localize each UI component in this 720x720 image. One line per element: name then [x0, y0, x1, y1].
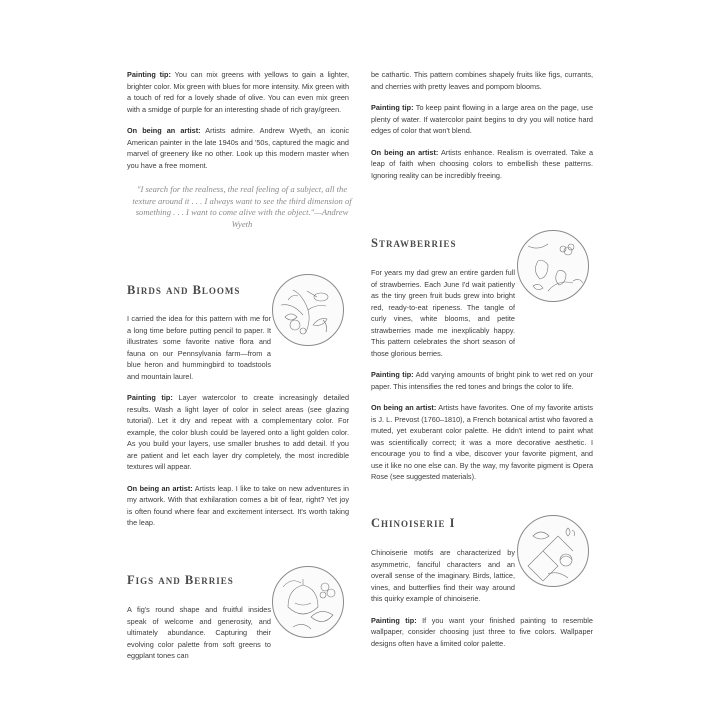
figs-painting-tip: Painting tip: To keep paint flowing in a large area on the page, use plenty of water. If watercolor paint begins to dry you will notice hard edges of color that won't blend. — [371, 103, 594, 135]
strawberries-artist-note: On being an artist: Artists have favorites. One of my favorite artists is J. L. Prevost (1760–1810), a French botanical artist who favored a muted, yet exuberant color palette. He didn't intend to paint what was scientifically correct; it was a more decorative aesthetic. I encourage you to find a vibe, discover your favorite pigment, and use it like no one else can. By the way, my favorite pigment is Opera Rose (see suggested materials). — [371, 403, 593, 481]
section-title-strawberries: Strawberries — [371, 236, 457, 250]
strawberries-painting-tip: Painting tip: Add varying amounts of bright pink to wet red on your paper. This intensifies the red tones and brings the color to life. — [371, 370, 593, 391]
strawberries-drawing — [518, 231, 588, 301]
wyeth-quote-block — [127, 184, 357, 230]
wyeth-quote: "I search for the realness, the real feeling of a subject, all the texture around it . . . I always want to see the third dimension of something . . . I want to come alive with the object."—Andrew Wyeth — [132, 184, 352, 229]
figs-continuation-section — [371, 69, 593, 181]
birds-blooms-body: I carried the idea for this pattern with me for a long time before putting pencil to paper. It illustrates some favorite native flora and fauna on our Pennsylvania farm—from a blue heron and hummingbird to toadstools and mountain laurel. — [127, 314, 271, 381]
strawberries-body: For years my dad grew an entire garden full of strawberries. Each June I'd wait patiently as the tiny green fruit buds grew into bright red, ready-to-eat ripeness. The tangle of curly vines, white blooms, and petite strawberries made me inexplicably happy. This pattern celebrates the short season of those glorious berries. — [371, 268, 515, 358]
strawberries-illustration — [517, 230, 589, 302]
figs-continued-body: be cathartic. This pattern combines shapely fruits like figs, currants, and cherries with pretty leaves and pompom blooms. — [371, 70, 593, 91]
figs-berries-illustration — [272, 566, 344, 638]
section-title-chinoiserie: Chinoiserie I — [371, 516, 456, 530]
chinoiserie-illustration — [517, 515, 589, 587]
figs-berries-body: A fig's round shape and fruitful insides speak of welcome and generosity, and ultimately abundance. Capturing their evolving color palette from soft greens to eggplant tones can — [127, 605, 271, 660]
intro-section — [127, 69, 349, 171]
artist-note-wyeth: On being an artist: Artists admire. Andrew Wyeth, an iconic American painter in the late 1940s and '50s, captured the magic and marvel of greenery like no other. Look up this modern master when you have a free moment. — [127, 126, 349, 170]
section-title-birds-blooms: Birds and Blooms — [127, 283, 241, 297]
figs-artist-note: On being an artist: Artists enhance. Realism is overrated. Take a leap of faith when choosing colors to embellish these patterns. Ignoring reality can be incredibly freeing. — [371, 147, 593, 180]
heron-hummingbird-drawing — [273, 275, 343, 345]
chinoiserie-painting-tip: Painting tip: If you want your finished painting to resemble wallpaper, consider choosing just three to five colors. Wallpaper designs often have a limited color palette. — [371, 615, 593, 648]
birds-painting-tip: Painting tip: Layer watercolor to create increasingly detailed results. Wash a light layer of color in select areas (see glazing tutorial). Let it dry and repeat with a complementary color. For example, the color blush could be layered onto a light golden color. As you build your layers, use smaller brushes to add detail. If you are patient and let each layer dry completely, the most incredible textures will appear. — [127, 393, 349, 471]
chinoiserie-body: Chinoiserie motifs are characterized by asymmetric, fanciful characters and an overall sense of the imaginary. Birds, lattice, vines, and butterflies find their way around this quirky example of chinoiserie. — [371, 548, 515, 603]
chinoiserie-drawing — [518, 516, 588, 586]
birds-artist-note: On being an artist: Artists leap. I like to take on new adventures in my artwork. With that exhilaration comes a bit of fear, right? Yet joy is often found where fear and excitement intersect. It's worth taking the leap. — [127, 483, 349, 527]
section-title-figs-berries: Figs and Berries — [127, 573, 234, 587]
figs-drawing — [273, 567, 343, 637]
birds-blooms-illustration — [272, 274, 344, 346]
painting-tip-greens: Painting tip: You can mix greens with yellows to gain a lighter, brighter color. Mix green with blues for more intensity. Mix green with a touch of red for a lovely shade of olive. You can even mix green with a smidge of purple for an interesting shade of rich gray/green. — [127, 70, 349, 114]
